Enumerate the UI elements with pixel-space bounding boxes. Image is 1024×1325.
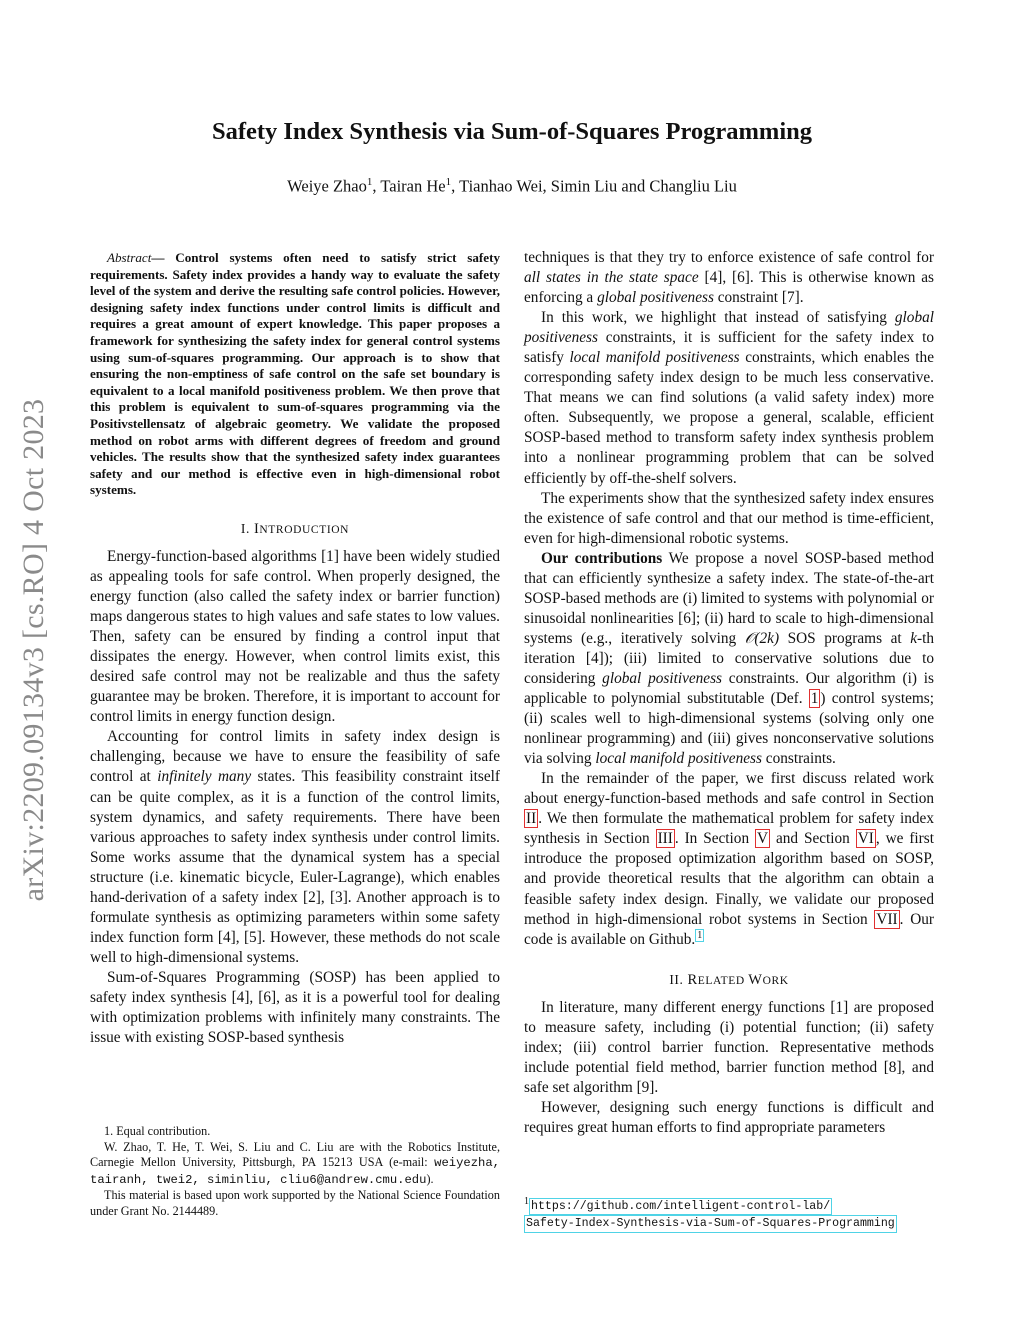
contributions-label: Our contributions bbox=[541, 549, 663, 567]
right-paragraph-2 bbox=[524, 308, 934, 488]
footnote-funding: This material is based upon work supported by the National Science Foundation under Grant No. 2144489. bbox=[90, 1188, 500, 1218]
text-run: [4], [6]. This is otherwise known as enforcing a bbox=[524, 269, 934, 307]
emphasis: local manifold positiveness bbox=[595, 750, 762, 768]
text-run: . Our code is available on Github. bbox=[524, 910, 934, 948]
paper-title: Safety Index Synthesis via Sum-of-Squares Programming bbox=[211, 118, 813, 145]
section-rest: ORK bbox=[762, 974, 789, 987]
author-he: Tairan He bbox=[380, 176, 446, 196]
github-link-line-1[interactable]: https://github.com/intelligent-control-lab/ bbox=[529, 1198, 832, 1215]
footnote-ref-link[interactable]: 1 bbox=[697, 929, 703, 941]
text-run: constraints, it is sufficient for the safety index to satisfy bbox=[524, 329, 934, 367]
related-work-paragraph-1: In literature, many different energy functions [1] are proposed to measure safety, including (i) potential function; (ii) safety index; (iii) control barrier function. Representative methods include potential field method, barrier function method [8], and safe set algorithm [9]. bbox=[524, 998, 934, 1096]
abstract bbox=[90, 250, 500, 499]
section-ref-link-vi[interactable]: VI bbox=[857, 830, 874, 848]
math-expression: 𝒪(2k) bbox=[744, 629, 780, 647]
text-run: constraints. bbox=[761, 750, 836, 768]
text-run: Accounting for control limits in safety index design is challenging, because we have to ensure the feasibility of safe control at bbox=[90, 728, 500, 786]
section-rest: NTRODUCTION bbox=[259, 523, 350, 536]
text-run: ) control systems; (ii) scales well to high-dimensional systems (solving only one nonlinear programming) and (iii) gives nonconservative solutions via solving bbox=[524, 690, 934, 768]
emphasis: all states in the state space bbox=[524, 269, 699, 287]
text-run: , we first introduce the proposed optimization algorithm based on SOSP, and provide theoretical results that the algorithm can obtain a feasible safety index design. Finally, we validate our proposed method in high-dimensional robot systems in Section bbox=[524, 830, 934, 928]
footnote-github bbox=[524, 1195, 964, 1233]
arxiv-identifier: arXiv:2209.09134v3 [cs.RO] 4 Oct 2023 bbox=[17, 398, 50, 902]
text-run: . We then formulate the mathematical problem for safety index synthesis in Section bbox=[524, 810, 934, 848]
section-heading-related-work bbox=[524, 970, 934, 991]
right-paragraph-1 bbox=[524, 248, 934, 308]
footnote-affiliation bbox=[90, 1140, 500, 1189]
emphasis: global positiveness bbox=[524, 309, 934, 347]
intro-paragraph-3: Sum-of-Squares Programming (SOSP) has been applied to safety index synthesis [4], [6], as it is a powerful tool for dealing with optimization problems with infinitely many constraints. The issue with existing SOSP-based synthesis bbox=[90, 968, 500, 1047]
definition-ref-link[interactable]: 1 bbox=[810, 690, 819, 708]
section-rest: ELATED bbox=[697, 974, 749, 987]
emphasis: infinitely many bbox=[157, 768, 252, 786]
text-run: We propose a novel SOSP-based method that can efficiently synthesize a safety index. The state-of-the-art SOSP-based methods are (i) limited to systems with polynomial or sinusoidal nonlinearities [6]; (ii) hard to scale to high-dimensional systems (e.g., iteratively solving bbox=[524, 549, 934, 647]
related-work-paragraph-2: However, designing such energy functions is difficult and requires great human efforts to find appropriate parameters bbox=[524, 1098, 934, 1136]
text-run: In this work, we highlight that instead of satisfying bbox=[541, 309, 895, 327]
text-run: . In Section bbox=[674, 830, 755, 848]
math-expression: k bbox=[910, 629, 917, 647]
author-zhao: Weiye Zhao bbox=[287, 176, 367, 196]
emphasis: global positiveness bbox=[602, 669, 722, 687]
section-ref-link-iii[interactable]: III bbox=[657, 830, 673, 848]
section-ref-link-vii[interactable]: VII bbox=[876, 910, 898, 928]
abstract-text: — Control systems often need to satisfy strict safety requirements. Safety index provides a handy way to evaluate the safety level of the system and derive the resulting safe control policies. However, designing safety index functions under control limits is difficult and requires a great amount of expert knowledge. This paper proposes a framework for synthesizing the safety index for general control systems using sum-of-squares programming. Our approach is to show that ensuring the non-emptiness of safe control on the safe set boundary is equivalent to a local manifold positiveness problem. We then prove that this problem is equivalent to sum-of-squares programming via the Positivstellensatz of algebraic geometry. We validate the proposed method on robot arms with different degrees of freedom and ground vehicles. The results show that the synthesized safety index guarantees safety and our method is effective even in high-dimensional robot systems. bbox=[90, 250, 500, 498]
text-run: In the remainder of the paper, we first discuss related work about energy-function-based methods and safe control in Section bbox=[524, 770, 934, 808]
author-zhao-mark: 1 bbox=[366, 176, 373, 188]
intro-paragraph-1: Energy-function-based algorithms [1] have been widely studied as appealing tools for safe control. When properly designed, the energy function (also called the safety index or barrier function) maps dangerous states to high values and safe states to low values. Then, safety can be ensured by finding a control input that dissipates the energy. However, when control limits exist, this desired safe control may not be realizable and thus the safety guarantee may be broken. Therefore, it is important to account for control limits in energy function design. bbox=[90, 547, 500, 726]
email-list[interactable]: weiyezha, tairanh, twei2, siminliu, cliu6@andrew.cmu.edu bbox=[90, 1156, 500, 1187]
author-separator: , bbox=[372, 176, 381, 196]
text-run: constraints. Our algorithm (i) is applicable to polynomial substitutable (Def. bbox=[524, 669, 934, 708]
section-cap: R bbox=[687, 971, 698, 988]
right-column bbox=[524, 248, 934, 1138]
left-column bbox=[90, 250, 500, 1048]
text-run: W. Zhao, T. He, T. Wei, S. Liu and C. Liu are with the Robotics Institute, Carnegie Mellon University, Pittsburgh, PA 15213 USA (e-mail: bbox=[90, 1139, 500, 1170]
section-ref-link-ii[interactable]: II bbox=[526, 810, 537, 828]
text-run: and Section bbox=[770, 830, 856, 848]
section-heading-introduction bbox=[90, 519, 500, 540]
section-cap: I bbox=[253, 520, 260, 537]
section-cap: W bbox=[748, 971, 763, 988]
author-he-mark: 1 bbox=[445, 176, 452, 188]
contributions-paragraph bbox=[524, 549, 934, 770]
footnotes-left bbox=[90, 1124, 500, 1220]
abstract-label: Abstract bbox=[107, 250, 152, 265]
author-rest: , Tianhao Wei, Simin Liu and Changliu Liu bbox=[451, 176, 737, 196]
footnote-marker: 1 bbox=[524, 1195, 529, 1207]
text-run: -th iteration [4]); (iii) limited to conservative solutions due to considering bbox=[524, 629, 934, 687]
intro-paragraph-2 bbox=[90, 727, 500, 968]
section-numeral: II. bbox=[669, 971, 688, 987]
text-run: states. This feasibility constraint itself can be quite complex, as it is a function of the control limits, system dynamics, and safety requirements. There have been various approaches to safety index synthesis under control limits. Some works assume that the dynamical system has a special structure (i.e. kinematic bicycle, Euler-Lagrange), which enables hand-derivation of a safety index [2], [3]. Another approach is to formulate synthesis as optimizing parameters within some safety index function form [4], [5]. However, these methods do not scale well to high-dimensional systems. bbox=[90, 768, 500, 966]
roadmap-paragraph bbox=[524, 769, 934, 949]
section-ref-link-v[interactable]: V bbox=[757, 830, 769, 848]
arxiv-sidebar bbox=[14, 365, 54, 935]
github-link-line-2[interactable]: Safety-Index-Synthesis-via-Sum-of-Squares-Programming bbox=[524, 1215, 897, 1232]
text-run: ). bbox=[426, 1171, 434, 1186]
right-paragraph-3: The experiments show that the synthesized safety index ensures the existence of safe control and that our method is time-efficient, even for high-dimensional robotic systems. bbox=[524, 489, 934, 547]
text-run: SOS programs at bbox=[779, 629, 911, 647]
author-list bbox=[0, 176, 1024, 197]
section-numeral: I. bbox=[240, 520, 254, 536]
text-run: constraint [7]. bbox=[713, 289, 804, 307]
text-run: techniques is that they try to enforce existence of safe control for bbox=[524, 249, 934, 266]
text-run: constraints, which enables the corresponding safety index design to be much less conservative. That means we can find solutions (a valid safety index) more often. Subsequently, we propose a general, scalable, efficient SOSP-based method to transform safety index synthesis problem into a nonlinear programming problem that can be solved efficiently by off-the-shelf solvers. bbox=[524, 349, 934, 487]
emphasis: local manifold positiveness bbox=[569, 349, 740, 367]
emphasis: global positiveness bbox=[597, 289, 714, 307]
footnote-equal-contribution: 1. Equal contribution. bbox=[104, 1124, 211, 1138]
